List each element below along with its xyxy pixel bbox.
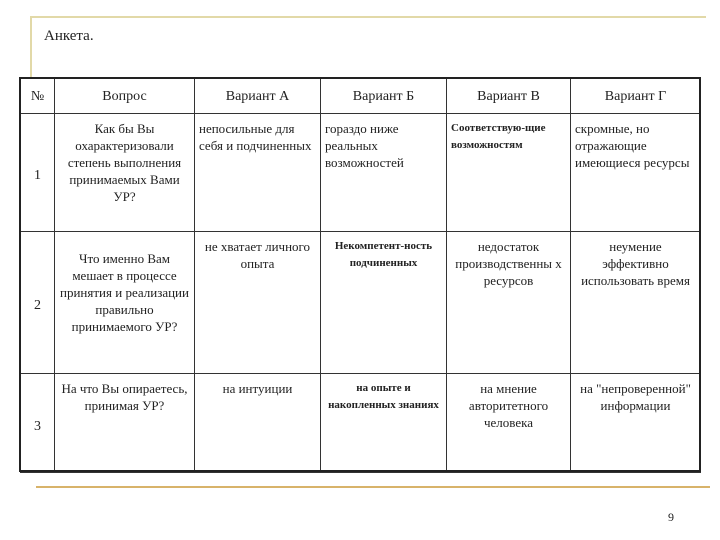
variant-b-cell: гораздо ниже реальных возможностей: [321, 114, 447, 232]
row-number: 2: [21, 232, 55, 374]
variant-a-cell: не хватает личного опыта: [195, 232, 321, 374]
variant-b-cell: на опыте и накопленных знаниях: [321, 374, 447, 473]
variant-g-cell: неумение эффективно использовать время: [571, 232, 701, 374]
variant-v-cell: на мнение авторитетного человека: [447, 374, 571, 473]
page-number: 9: [668, 510, 674, 524]
header-variant-g: Вариант Г: [571, 79, 701, 114]
table-row: [21, 374, 701, 473]
left-rule: [30, 16, 32, 78]
table-row: [21, 114, 701, 232]
header-question: Вопрос: [55, 79, 195, 114]
question-cell: Что именно Вам мешает в процессе принятия и реализации правильно принимаемого УР?: [55, 232, 195, 374]
top-rule: [30, 16, 706, 18]
header-variant-b: Вариант Б: [321, 79, 447, 114]
row-number: 1: [21, 114, 55, 232]
variant-b-cell: Некомпетент-ность подчиненных: [321, 232, 447, 374]
variant-v-cell: Соответствую-щие возможностям: [447, 114, 571, 232]
variant-a-cell: на интуиции: [195, 374, 321, 473]
page-title: Анкета.: [44, 28, 94, 44]
variant-g-cell: скромные, но отражающие имеющиеся ресурсы: [571, 114, 701, 232]
header-variant-v: Вариант В: [447, 79, 571, 114]
header-variant-a: Вариант А: [195, 79, 321, 114]
questionnaire-table: [20, 78, 701, 473]
question-cell: Как бы Вы охарактеризовали степень выполнения принимаемых Вами УР?: [55, 114, 195, 232]
variant-g-cell: на "непроверенной" информации: [571, 374, 701, 473]
variant-a-cell: непосильные для себя и подчиненных: [195, 114, 321, 232]
bottom-rule: [36, 486, 710, 488]
header-number: №: [21, 79, 55, 114]
row-number: 3: [21, 374, 55, 473]
variant-v-cell: недостаток производственны х ресурсов: [447, 232, 571, 374]
question-cell: На что Вы опираетесь, принимая УР?: [55, 374, 195, 473]
header-row: [21, 79, 701, 114]
table-row: [21, 232, 701, 374]
